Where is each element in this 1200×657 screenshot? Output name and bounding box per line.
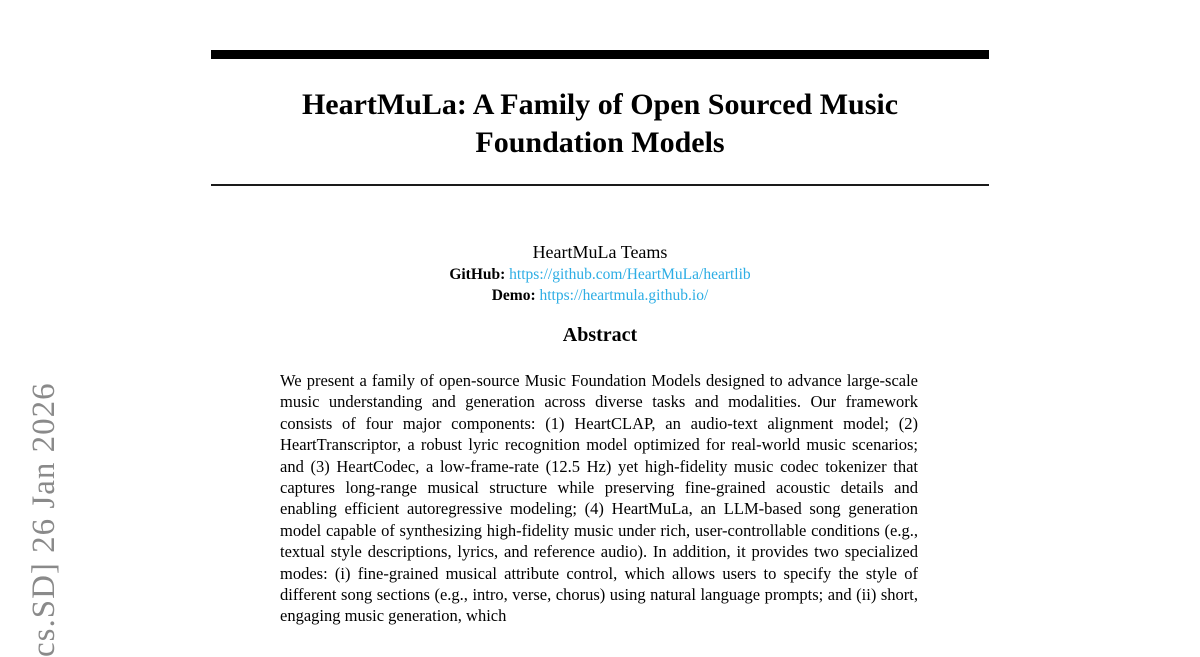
title-rule-top <box>211 50 989 59</box>
github-line <box>211 264 989 285</box>
abstract-heading: Abstract <box>562 324 638 346</box>
demo-link[interactable]: https://heartmula.github.io/ <box>539 287 709 304</box>
title-rule-bottom <box>211 184 989 186</box>
author-name: HeartMuLa Teams <box>532 242 668 262</box>
demo-label: Demo: <box>491 287 536 304</box>
arxiv-watermark: cs.SD] 26 Jan 2026 <box>26 382 62 657</box>
github-label: GitHub: <box>449 266 506 283</box>
paper-title-line-1: HeartMuLa: A Family of Open Sourced Music <box>301 88 899 121</box>
author-block <box>211 241 989 306</box>
github-link[interactable]: https://github.com/HeartMuLa/heartlib <box>509 266 751 283</box>
demo-line <box>211 285 989 306</box>
abstract-text: We present a family of open-source Music Foundation Models designed to advance large-scale music understanding and generation across diverse tasks and modalities. Our framework consists of four major components: (1) HeartCLAP, an audio-text alignment model; (2) HeartTranscriptor, a robust lyric recognition model optimized for real-world music scenarios; and (3) HeartCodec, a low-frame-rate (12.5 Hz) yet high-fidelity music codec tokenizer that captures long-range musical structure while preserving fine-grained acoustic details and enabling efficient autoregressive modeling; (4) HeartMuLa, an LLM-based song generation model capable of synthesizing high-fidelity music under rich, user-controllable conditions (e.g., textual style descriptions, lyrics, and reference audio). In addition, it provides two specialized modes: (i) fine-grained musical attribute control, which allows users to specify the style of different song sections (e.g., intro, verse, chorus) using natural language prompts; and (ii) short, engaging music generation, which <box>280 371 918 626</box>
paper-title <box>211 86 989 162</box>
paper-title-line-2: Foundation Models <box>475 126 725 159</box>
